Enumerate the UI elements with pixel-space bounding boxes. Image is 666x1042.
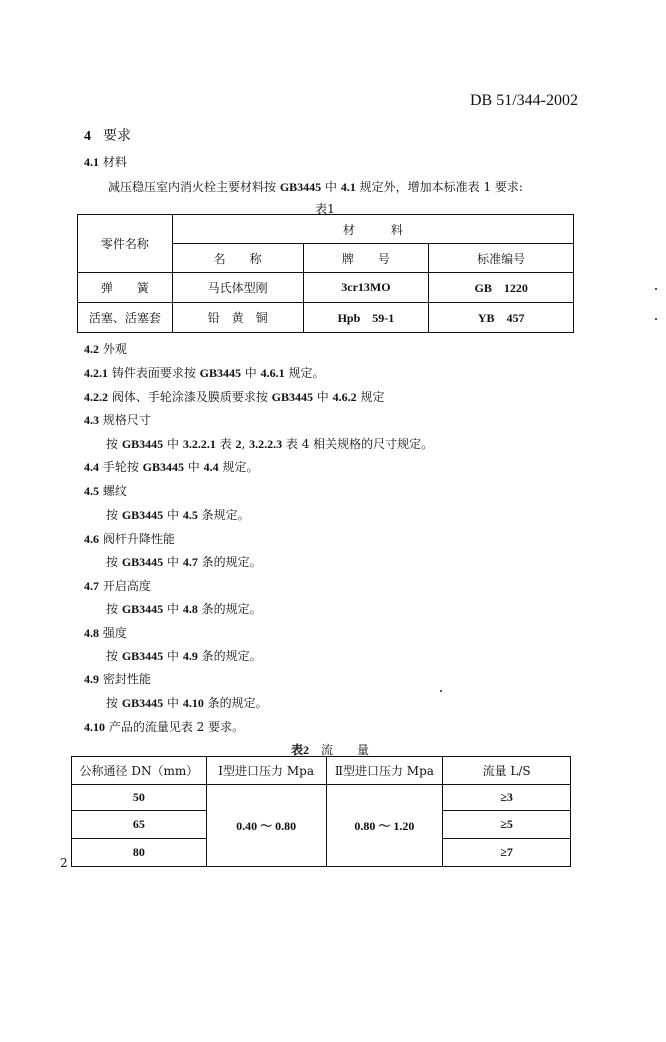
- table-1-header-standard: 标准编号: [429, 244, 574, 273]
- table-row: 80 ≥7: [72, 839, 571, 867]
- section-title: 要求: [103, 128, 131, 144]
- table-2-caption: 表2 流 量: [290, 743, 370, 757]
- section-4-3-heading: 4.3 规格尺寸: [84, 413, 151, 427]
- section-4-9-heading: 4.9 密封性能: [84, 672, 151, 686]
- scan-speck: [655, 318, 657, 320]
- section-4-7-heading: 4.7 开启高度: [84, 579, 151, 593]
- section-4-1-body: 减压稳压室内消火栓主要材料按 GB3445 中 4.1 规定外，增加本标准表 1 要求:: [108, 180, 523, 194]
- table-2-header-p2: Ⅱ型进口压力 Mpa: [326, 757, 443, 785]
- section-4-7-body: 按 GB3445 中 4.8 条的规定。: [106, 602, 262, 616]
- table-2-header-p1: Ⅰ型进口压力 Mpa: [206, 757, 326, 785]
- table-1: [77, 214, 574, 333]
- section-4-heading: [84, 125, 131, 145]
- section-4-2-2: 4.2.2 阀体、手轮涂漆及膜质要求按 GB3445 中 4.6.2 规定: [84, 390, 385, 404]
- table-2-p1-range: 0.40 ～ 0.80: [206, 785, 326, 867]
- table-row: 活塞、活塞套 铅 黄 铜 Hpb 59-1 YB 457: [78, 303, 574, 333]
- section-4-3-body: 按 GB3445 中 3.2.2.1 表 2, 3.2.2.3 表 4 相关规格的尺寸规定。: [106, 437, 434, 451]
- section-number: 4: [84, 129, 91, 144]
- section-4-5-body: 按 GB3445 中 4.5 条规定。: [106, 508, 250, 522]
- table-2-header-flow: 流量 L/S: [443, 757, 571, 785]
- table-1-header-grade: 牌 号: [303, 244, 429, 273]
- scan-speck: [440, 690, 442, 692]
- table-2: [71, 756, 571, 867]
- table-2-header-dn: 公称通径 DN（mm）: [72, 757, 207, 785]
- section-4-8-heading: 4.8 强度: [84, 626, 127, 640]
- table-row: 50 0.40 ～ 0.80 0.80 ～ 1.20 ≥3: [72, 785, 571, 811]
- table-row: 65 ≥5: [72, 811, 571, 839]
- section-4-10: 4.10 产品的流量见表 2 要求。: [84, 720, 245, 734]
- section-4-5-heading: 4.5 螺纹: [84, 484, 127, 498]
- document-code: DB 51/344-2002: [470, 92, 578, 109]
- scan-speck: [655, 288, 657, 290]
- section-4-2-heading: 4.2 外观: [84, 342, 127, 356]
- table-row: 弹 簧 马氏体型刚 3cr13MO GB 1220: [78, 273, 574, 303]
- section-4-9-body: 按 GB3445 中 4.10 条的规定。: [106, 696, 268, 710]
- page-number: 2: [60, 856, 68, 870]
- section-4-2-1: 4.2.1 铸件表面要求按 GB3445 中 4.6.1 规定。: [84, 366, 325, 380]
- table-1-caption: 表1: [315, 202, 335, 216]
- section-4-6-body: 按 GB3445 中 4.7 条的规定。: [106, 555, 262, 569]
- section-4-6-heading: 4.6 阀杆升降性能: [84, 532, 175, 546]
- table-1-header-material: 材 料: [172, 215, 573, 244]
- section-4-1-heading: 4.1 材料: [84, 155, 127, 169]
- table-2-p2-range: 0.80 ～ 1.20: [326, 785, 443, 867]
- section-4-8-body: 按 GB3445 中 4.9 条的规定。: [106, 649, 262, 663]
- section-4-4: 4.4 手轮按 GB3445 中 4.4 规定。: [84, 460, 259, 474]
- table-1-header-part: 零件名称: [78, 215, 173, 273]
- table-1-header-name: 名 称: [172, 244, 303, 273]
